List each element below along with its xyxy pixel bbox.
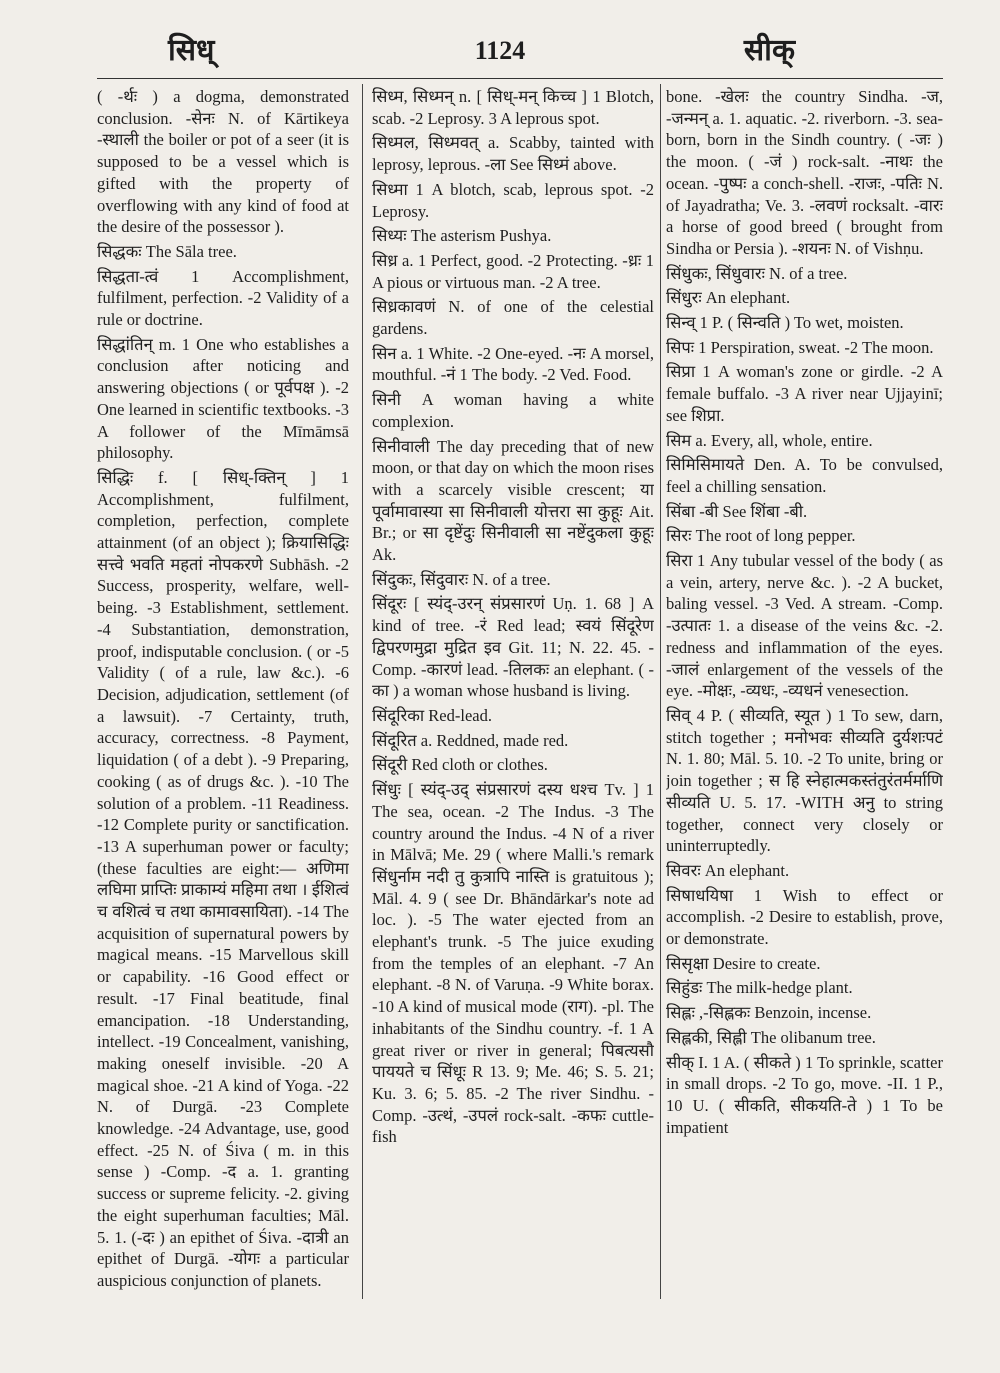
dictionary-entry: सिद्धकः The Sāla tree. xyxy=(97,241,237,261)
dictionary-entry: सिसृक्षा Desire to create. xyxy=(666,953,821,973)
dictionary-entry: सिंदुकः, सिंदुवारः N. of a tree. xyxy=(372,569,551,589)
dictionary-entry: सीक् I. 1 A. ( सीकते ) 1 To sprinkle, scatter in small drops. -2 To go, move. -II. 1 P., 10 U. ( सीकति, सीकयति-ते ) 1 To be impatient xyxy=(666,1052,943,1137)
dictionary-entry: सिरा 1 Any tubular vessel of the body ( as a vein, artery, nerve &c. ). -2 A bucket, baling vessel. -3 Ved. A stream. -Comp. -उत्पातः 1. a disease of the veins &c. -2. redness and inflammation of the eyes. -जालं enlargement of the vessels of the eye. -मोक्षः, -व्यधः, -व्यधनं venesection. xyxy=(666,551,943,701)
dictionary-entry: सिह्लकी, सिह्ली The olibanum tree. xyxy=(666,1027,876,1047)
dictionary-entry: सिम a. Every, all, whole, entire. xyxy=(666,430,873,450)
left-guide-word: सिध् xyxy=(168,33,215,68)
dictionary-entry: सिन a. 1 White. -2 One-eyed. -नः A morsel, mouthful. -नं 1 The body. -2 Ved. Food. xyxy=(372,343,654,385)
dictionary-entry: सिषाधयिषा 1 Wish to effect or accomplish. -2 Desire to establish, prove, or demonstrate. xyxy=(666,885,943,949)
dictionary-entry: सिध्यः The asterism Pushya. xyxy=(372,226,552,246)
dictionary-entry: सिंदूरः [ स्यंद्-उरन् संप्रसारणं Uṇ. 1. 68 ] A kind of tree. -रं Red lead; स्वयं सिंदूरेण द्विपरणमुद्रा मुद्रित इव Git. 11; N. 22. 45. -Comp. -कारणं lead. -तिलकः an elephant. ( -का ) a woman whose husband is living. xyxy=(372,594,654,701)
dictionary-entry: सिन्व् 1 P. ( सिन्वति ) To wet, moisten. xyxy=(666,313,904,333)
dictionary-entry: सिध्रकावणं N. of one of the celestial gardens. xyxy=(372,297,654,339)
page-number: 1124 xyxy=(474,36,526,65)
dictionary-entry: सिध्र a. 1 Perfect, good. -2 Protecting. -ध्रः 1 A pious or virtuous man. -2 A tree. xyxy=(372,250,654,292)
dictionary-entry: सिंधुरः An elephant. xyxy=(666,288,791,308)
dictionary-entry: सिंदूरी Red cloth or clothes. xyxy=(372,755,548,775)
dictionary-entry: सिंधुकः, सिंधुवारः N. of a tree. xyxy=(666,263,848,283)
dictionary-entry: सिप्रा 1 A woman's zone or girdle. -2 A female buffalo. -3 A river near Ujjayinī; see शिप्रा. xyxy=(666,362,943,425)
column-divider-1 xyxy=(362,84,363,1299)
dictionary-entry: सिनीवाली The day preceding that of new moon, or that day on which the moon rises with a scarcely visible crescent; या पूर्वामावास्या सा सिनीवाली योत्तरा सा कुहूः Ait. Br.; or सा दृष्टेंदुः सिनीवाली सा नष्टेंदुकला कुहूः Ak. xyxy=(372,436,654,565)
dictionary-entry: सिह्लः ,-सिह्लकः Benzoin, incense. xyxy=(666,1003,872,1023)
dictionary-entry: सिंदूरिका Red-lead. xyxy=(372,705,492,725)
dictionary-entry: सिपः 1 Perspiration, sweat. -2 The moon. xyxy=(666,337,934,357)
dictionary-entry: सिध्म, सिध्मन् n. [ सिध्-मन् किच्च ] 1 Blotch, scab. -2 Leprosy. 3 A leprous spot. xyxy=(372,87,654,128)
column-divider-2 xyxy=(660,84,661,1299)
dictionary-entry: सिमिसिमायते Den. A. To be convulsed, feel a chilling sensation. xyxy=(666,455,943,496)
dictionary-entry: सिध्मा 1 A blotch, scab, leprous spot. -2 Leprosy. xyxy=(372,179,654,221)
dictionary-entry: सिंबा -बी See शिंबा -बी. xyxy=(666,501,808,521)
column-3 xyxy=(666,86,943,1306)
dictionary-entry: सिद्धांतिन् m. 1 One who establishes a conclusion after noticing and answering objections ( or पूर्वपक्ष ). -2 One learned in scientific textbooks. -3 A follower of the Mīmāmsā philosophy. xyxy=(97,334,349,463)
dictionary-entry: सिद्धिः f. [ सिध्-क्तिन् ] 1 Accomplishment, fulfilment, completion, perfection, complete attainment (of an object ); क्रियासिद्धिः सत्त्वे भवति महतां नोपकरणे Subhāsh. -2 Success, prosperity, welfare, well-being. -3 Establishment, settlement. -4 Substantiation, demonstration, proof, indisputable conclusion. ( or -5 Validity ( of a rule, law &c.). -6 Decision, adjudication, settlement (of a lawsuit). -7 Certainty, truth, accuracy, correctness. -8 Payment, liquidation ( of a debt ). -9 Preparing, cooking ( as of drugs &c. ). -10 The solution of a problem. -11 Readiness. -12 Complete purity or sanctification. -13 A superhuman power or faculty; (these faculties are eight:— अणिमा लघिमा प्राप्तिः प्राकाम्यं महिमा तथा । ईशित्वं च वशित्वं च तथा कामावसायिता). -14 The acquisition of supernatural powers by magical means. -15 Marvellous skill or capability. -16 Good effect or result. -17 Final beatitude, final emancipation. -18 Understanding, intellect. -19 Concealment, vanishing, making oneself invisible. -20 A magical shoe. -21 A kind of Yoga. -22 N. of Durgā. -23 Complete knowledge. -24 Advantage, use, good effect. -25 N. of Śiva ( m. in this sense ) -Comp. -द a. 1. granting success or supreme felicity. -2. giving the eight superhuman faculties; Māl. 5. 1. (-दः ) an epithet of Śiva. -दात्री an epithet of Durgā. -योगः a particular auspicious conjunction of planets. xyxy=(97,467,349,1290)
header-rule xyxy=(97,78,943,79)
dictionary-entry: ( -र्थः ) a dogma, demonstrated conclusion. -सेनः N. of Kārtikeya -स्थाली the boiler or pot of a seer (it is supposed to be a vessel which is gifted with the property of overflowing with any kind of food at the desire of the possessor ). xyxy=(97,87,349,237)
dictionary-entry: सिरः The root of long pepper. xyxy=(666,526,856,546)
dictionary-entry: सिवरः An elephant. xyxy=(666,860,790,880)
dictionary-entry: सिंधुः [ स्यंद्-उद् संप्रसारणं दस्य धश्च Tv. ] 1 The sea, ocean. -2 The Indus. -3 The country around the Indus. -4 N of a river in Mālvā; Me. 29 ( where Malli.'s remark सिंधुर्नाम नदी तु कुत्रापि नास्ति is gratuitous ); Māl. 4. 9 ( see Dr. Bhāndārkar's note ad loc. ). -5 The water ejected from an elephant's trunk. -5 The juice exuding from the temples of an elephant. -7 An elephant. -8 N. of Varuṇa. -9 White borax. -10 A kind of musical mode (राग). -pl. The inhabitants of the Sindhu country. -f. 1 A great river or river in general; पिबत्यसौ पाययते च सिंधूः R 13. 9; Me. 46; S. 5. 21; Ku. 3. 6; 5. 85. -2 The river Sindhu. -Comp. -उत्थं, -उपलं rock-salt. -कफः cuttle-fish xyxy=(372,780,654,1147)
dictionary-entry: सिहुंडः The milk-hedge plant. xyxy=(666,978,853,998)
right-guide-word: सीक् xyxy=(743,33,795,68)
column-2 xyxy=(372,86,654,1306)
dictionary-entry: सिव् 4 P. ( सीव्यति, स्यूत ) 1 To sew, darn, stitch together ; मनोभवः सीव्यति दुर्यशःपटं N. 1. 80; Māl. 5. 10. -2 To unite, bring or join together ; स हि स्नेहात्मकस्तंतुरंतर्मर्माणि सीव्यति U. 5. 17. -WITH अनु to string together, connect very closely or uninterruptedly. xyxy=(666,705,943,856)
dictionary-entry: bone. -खेलः the country Sindha. -ज, -जन्मन् a. 1. aquatic. -2. riverborn. -3. sea-born, born in the Sindh country. ( -जः ) the moon. ( -जं ) rock-salt. -नाथः the ocean. -पुष्पः a conch-shell. -राजः, -पतिः N. of Jayadratha; Ve. 3. -लवणं rocksalt. -वारः a horse of good breed ( brought from Sindha or Persia ). -शयनः N. of Vishṇu. xyxy=(666,87,943,258)
dictionary-entry: सिनी A woman having a white complexion. xyxy=(372,390,654,431)
column-1 xyxy=(97,86,349,1306)
dictionary-entry: सिध्मल, सिध्मवत् a. Scabby, tainted with leprosy, leprous. -ला See सिध्मं above. xyxy=(372,133,654,175)
dictionary-entry: सिद्धता-त्वं 1 Accomplishment, fulfilment, perfection. -2 Validity of a rule or doctrine. xyxy=(97,266,349,330)
dictionary-entry: सिंदूरित a. Reddned, made red. xyxy=(372,730,569,750)
